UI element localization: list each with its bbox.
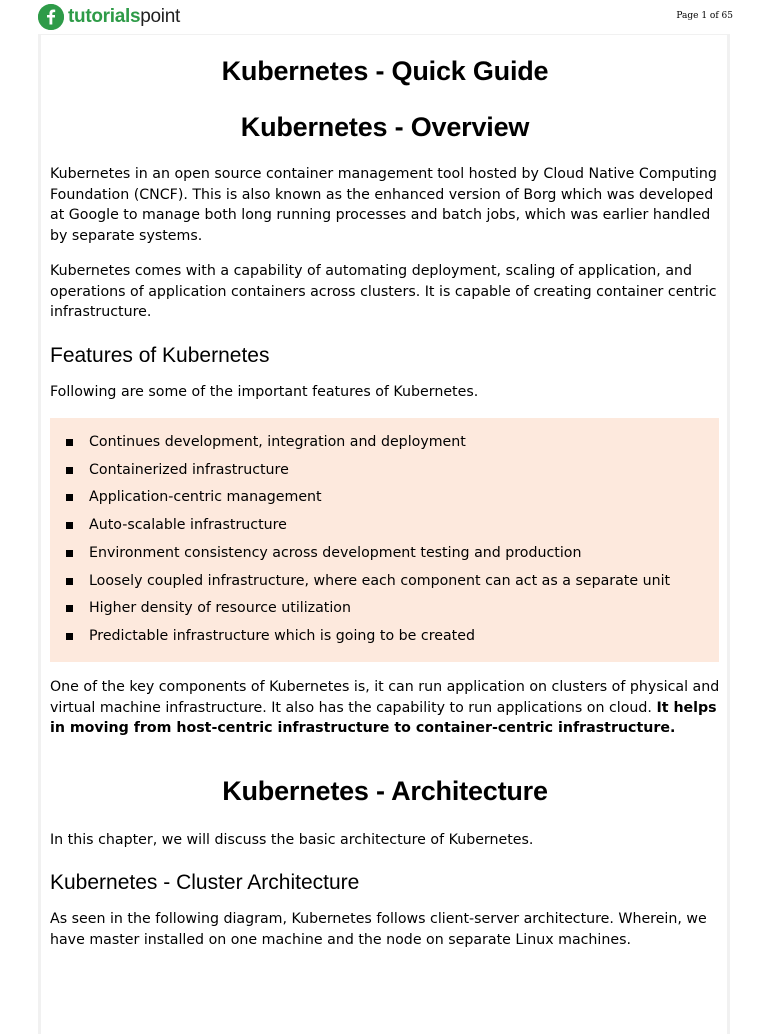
list-item-text: Continues development, integration and deployment (89, 434, 466, 450)
tutorialspoint-logo-icon (38, 4, 64, 30)
square-bullet-icon (66, 578, 73, 585)
list-item-text: Application-centric management (89, 489, 322, 505)
features-closing-bold-text: It helps in moving from host-centric infrastructure to container-centric infrastructure. (50, 699, 717, 737)
list-item-text: Higher density of resource utilization (89, 600, 351, 616)
cluster-architecture-heading: Kubernetes - Cluster Architecture (50, 871, 360, 894)
features-list-box (50, 418, 719, 662)
square-bullet-icon (66, 605, 73, 612)
architecture-intro: In this chapter, we will discuss the basic architecture of Kubernetes. (50, 832, 534, 848)
overview-paragraph-2: Kubernetes comes with a capability of automating deployment, scaling of application, and operations of application containers across clusters. It is capable of creating container centric infrastructure. (50, 263, 717, 321)
square-bullet-icon (66, 633, 73, 640)
logo-rest-text: point (140, 6, 180, 27)
tutorialspoint-logo[interactable] (38, 3, 180, 31)
page-indicator: Page 1 of 65 (676, 11, 733, 21)
logo-brand-text: tutorials (68, 6, 141, 27)
list-item-text: Environment consistency across development testing and production (89, 545, 582, 561)
square-bullet-icon (66, 439, 73, 446)
architecture-heading: Kubernetes - Architecture (222, 776, 548, 806)
list-item-text: Containerized infrastructure (89, 462, 289, 478)
list-item-text: Auto-scalable infrastructure (89, 517, 287, 533)
list-item-text: Predictable infrastructure which is going to be created (89, 628, 475, 644)
square-bullet-icon (66, 550, 73, 557)
square-bullet-icon (66, 467, 73, 474)
features-heading: Features of Kubernetes (50, 344, 270, 367)
page-header (0, 0, 768, 34)
list-item-text: Loosely coupled infrastructure, where each component can act as a separate unit (89, 573, 671, 589)
square-bullet-icon (66, 522, 73, 529)
cluster-architecture-paragraph: As seen in the following diagram, Kubernetes follows client-server architecture. Wherein, we have master installed on one machine and the node on separate Linux machines. (50, 911, 707, 948)
features-closing-paragraph (50, 677, 720, 739)
features-intro: Following are some of the important features of Kubernetes. (50, 384, 479, 400)
overview-paragraph-1: Kubernetes in an open source container management tool hosted by Cloud Native Computing Foundation (CNCF). This is also known as the enhanced version of Borg which was developed at Google to manage both long running processes and batch jobs, which was earlier handled by separate systems. (50, 166, 717, 244)
overview-heading: Kubernetes - Overview (240, 112, 530, 142)
document-title: Kubernetes - Quick Guide (221, 56, 549, 86)
logo-wordmark (68, 4, 180, 30)
square-bullet-icon (66, 494, 73, 501)
features-closing-text: One of the key components of Kubernetes is, it can run application on clusters of physical and virtual machine infrastructure. It also has the capability to run applications on cloud. (50, 679, 720, 716)
